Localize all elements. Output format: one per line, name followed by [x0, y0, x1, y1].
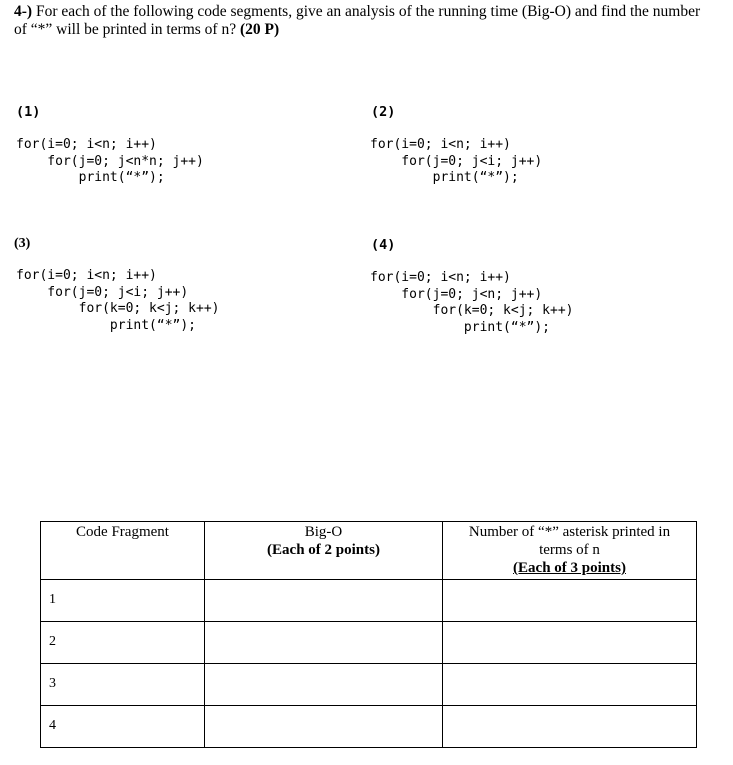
row-number: 2	[41, 622, 205, 664]
count-answer-cell[interactable]	[443, 664, 697, 706]
segment-1-label: (1)	[16, 104, 41, 120]
segment-4-code	[370, 270, 574, 336]
count-answer-cell[interactable]	[443, 706, 697, 748]
header-code-fragment-label: Code Fragment	[76, 524, 169, 540]
row-number: 1	[41, 580, 205, 622]
count-answer-cell[interactable]	[443, 580, 697, 622]
table-header-row	[41, 522, 697, 580]
row-number: 4	[41, 706, 205, 748]
segment-1-code	[16, 137, 204, 187]
code-line: for(k=0; k<j; k++)	[370, 303, 574, 318]
question-points: (20 P)	[239, 21, 280, 38]
question-text	[14, 3, 714, 39]
answer-table	[40, 521, 697, 748]
code-line: for(i=0; i<n; i++)	[16, 268, 157, 283]
header-asterisk-count-points: (Each of 3 points)	[513, 560, 626, 576]
big-o-answer-cell[interactable]	[205, 664, 443, 706]
code-line: for(j=0; j<n; j++)	[370, 286, 543, 302]
big-o-answer-cell[interactable]	[205, 706, 443, 748]
code-line: print(“*”);	[16, 317, 197, 333]
code-line: print(“*”);	[16, 170, 165, 185]
code-line: for(i=0; i<n; i++)	[370, 270, 511, 285]
code-line: for(j=0; j<i; j++)	[370, 153, 543, 169]
code-line: for(i=0; i<n; i++)	[16, 137, 157, 152]
segment-3-code	[16, 268, 220, 334]
code-line: print(“*”);	[370, 319, 551, 335]
table-row	[41, 706, 697, 748]
big-o-answer-cell[interactable]	[205, 580, 443, 622]
header-big-o-points: (Each of 2 points)	[267, 542, 380, 558]
table-row	[41, 622, 697, 664]
count-answer-cell[interactable]	[443, 622, 697, 664]
code-line: for(k=0; k<j; k++)	[16, 301, 220, 316]
code-line: for(j=0; j<i; j++)	[16, 284, 189, 300]
question-body: For each of the following code segments, give an analysis of the running time (Big-O) and find the number of “*” will be printed in terms of n?	[14, 3, 701, 38]
header-code-fragment	[41, 522, 205, 580]
code-line: for(i=0; i<n; i++)	[370, 137, 511, 152]
row-number: 3	[41, 664, 205, 706]
code-line: print(“*”);	[370, 170, 519, 185]
segment-2-code	[370, 137, 542, 187]
code-line: for(j=0; j<n*n; j++)	[16, 153, 204, 169]
table-row	[41, 664, 697, 706]
segment-2-label: (2)	[371, 104, 396, 120]
header-big-o-label: Big-O	[304, 524, 343, 540]
segment-4-label: (4)	[371, 237, 396, 253]
header-big-o	[205, 522, 443, 580]
big-o-answer-cell[interactable]	[205, 622, 443, 664]
header-asterisk-count-label: Number of “*” asterisk printed in terms of n	[468, 524, 671, 558]
segment-3-label: (3)	[14, 236, 31, 251]
table-row	[41, 580, 697, 622]
header-asterisk-count	[443, 522, 697, 580]
question-number: 4-)	[14, 3, 33, 20]
